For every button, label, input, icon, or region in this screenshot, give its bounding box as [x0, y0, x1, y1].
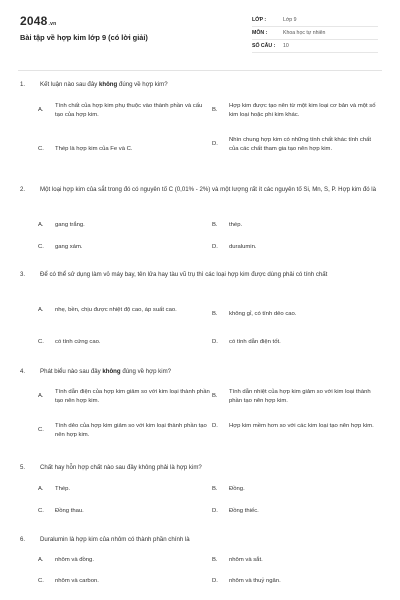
- option-text: nhôm và thuỷ ngân.: [229, 578, 281, 584]
- question-text-part: Phát biểu nào sau đây: [40, 368, 103, 375]
- option-text: Tính dẻo của hợp kim giảm so với kim loại thành phần tạo nên hợp kim.: [55, 423, 207, 438]
- option-text: nhẹ, bền, chịu được nhiệt độ cao, áp suất cao.: [55, 307, 177, 313]
- option-d[interactable]: [212, 422, 382, 431]
- option-c[interactable]: [38, 422, 210, 439]
- option-text: có tính cứng cao.: [55, 339, 101, 345]
- option-letter: A.: [38, 557, 44, 563]
- question-text-part: Kết luận nào sau đây: [40, 81, 99, 88]
- option-a[interactable]: [38, 556, 210, 565]
- option-text: Nhìn chung hợp kim có những tính chất khác tính chất của các chất tham gia tạo nên hợp kim.: [229, 137, 372, 152]
- option-c[interactable]: [38, 243, 210, 252]
- question-number: 3.: [20, 271, 26, 278]
- question-text-part: đúng về hợp kim?: [117, 81, 168, 88]
- option-letter: D.: [212, 423, 218, 429]
- option-d[interactable]: [212, 243, 382, 252]
- option-letter: D.: [212, 244, 218, 250]
- option-text: duralumin.: [229, 244, 257, 250]
- option-letter: D.: [212, 578, 218, 584]
- option-letter: A.: [38, 107, 44, 114]
- meta-label: MÔN :: [252, 30, 268, 36]
- question-text: [20, 270, 382, 280]
- option-d[interactable]: [212, 338, 382, 347]
- question-text: [20, 80, 382, 90]
- option-letter: B.: [212, 393, 218, 400]
- option-letter: D.: [212, 339, 218, 345]
- question-6: [20, 535, 382, 595]
- option-text: Tính dẫn nhiệt của hợp kim giảm so với kim loại thành phần tạo nên hợp kim.: [229, 389, 371, 404]
- option-letter: A.: [38, 486, 44, 492]
- option-letter: A.: [38, 393, 44, 400]
- question-text: [20, 185, 382, 195]
- option-text: không gỉ, có tính dẻo cao.: [229, 311, 297, 317]
- question-text-part: Một loại hợp kim của sắt trong đó có nguyên tố C (0,01% - 2%) và một lượng rất ít các nguyên tố Si, Mn, S, P. Hợp kim đó là: [40, 186, 377, 193]
- option-a[interactable]: [38, 485, 210, 494]
- option-text: có tính dẫn điện tốt.: [229, 339, 281, 345]
- question-text-part: Duralumin là hợp kim của nhôm có thành phần chính là: [40, 536, 190, 543]
- question-text: [20, 463, 382, 473]
- question-1: [20, 80, 382, 162]
- page-header: [0, 0, 400, 62]
- meta-value: Lớp 9: [283, 17, 297, 23]
- option-b[interactable]: [212, 102, 382, 119]
- option-letter: B.: [212, 222, 218, 228]
- option-b[interactable]: [212, 221, 382, 230]
- question-text: [20, 367, 382, 377]
- question-text-part: Để có thể sử dụng làm vỏ máy bay, tên lửa hay tàu vũ trụ thì các loại hợp kim được dùng phải có tính chất: [40, 271, 328, 278]
- option-text: Hợp kim mềm hơn so với các kim loại tạo nên hợp kim.: [229, 423, 374, 429]
- option-letter: B.: [212, 557, 218, 563]
- option-text: Tính dẫn điện của hợp kim giảm so với kim loại thành phần tạo nên hợp kim.: [55, 389, 210, 404]
- meta-value: Khoa học tự nhiên: [283, 30, 326, 36]
- meta-row-subject: [252, 27, 378, 40]
- option-a[interactable]: [38, 306, 210, 315]
- option-c[interactable]: [38, 338, 210, 347]
- option-b[interactable]: [212, 556, 382, 565]
- option-text: nhôm và carbon.: [55, 578, 99, 584]
- question-number: 5.: [20, 464, 26, 471]
- option-text: Đồng thiếc.: [229, 508, 259, 514]
- header-divider: [18, 70, 382, 71]
- question-number: 1.: [20, 81, 26, 88]
- option-text: gang xám.: [55, 244, 83, 250]
- logo-tld: .vn: [48, 21, 57, 27]
- question-number: 4.: [20, 368, 26, 375]
- option-letter: C.: [38, 427, 44, 434]
- option-c[interactable]: [38, 145, 210, 154]
- option-letter: D.: [212, 141, 218, 148]
- option-text: gang trắng.: [55, 222, 85, 228]
- option-text: Thép.: [55, 486, 71, 492]
- question-number: 2.: [20, 186, 26, 193]
- option-letter: B.: [212, 311, 218, 317]
- option-a[interactable]: [38, 102, 210, 119]
- logo-main: 2048: [20, 14, 48, 28]
- option-text: Đồng thau.: [55, 508, 84, 514]
- option-letter: A.: [38, 222, 44, 228]
- option-d[interactable]: [212, 577, 382, 586]
- option-letter: C.: [38, 244, 44, 250]
- site-logo[interactable]: [20, 14, 56, 28]
- question-emphasis: không: [98, 81, 118, 88]
- option-a[interactable]: [38, 388, 210, 405]
- option-d[interactable]: [212, 507, 382, 516]
- meta-row-count: [252, 40, 378, 53]
- question-emphasis: không: [102, 368, 121, 375]
- option-text: thép.: [229, 222, 243, 228]
- meta-table: [252, 14, 378, 53]
- option-text: Đồng.: [229, 486, 245, 492]
- option-a[interactable]: [38, 221, 210, 230]
- option-text: nhôm và đồng.: [55, 557, 94, 563]
- option-letter: B.: [212, 486, 218, 492]
- option-letter: C.: [38, 578, 44, 584]
- question-3: [20, 270, 382, 354]
- question-number: 6.: [20, 536, 26, 543]
- option-b[interactable]: [212, 388, 382, 405]
- option-letter: C.: [38, 508, 44, 514]
- option-b[interactable]: [212, 310, 382, 319]
- option-letter: D.: [212, 508, 218, 514]
- option-text: nhôm và sắt.: [229, 557, 263, 563]
- meta-row-grade: [252, 14, 378, 27]
- option-letter: C.: [38, 339, 44, 345]
- option-text: Hợp kim được tạo nên từ một kim loại cơ bản và một số kim loại hoặc phi kim khác.: [229, 103, 376, 118]
- question-text-part: đúng về hợp kim?: [120, 368, 172, 375]
- question-4: [20, 367, 382, 449]
- option-c[interactable]: [38, 577, 210, 586]
- option-letter: B.: [212, 107, 218, 114]
- question-text: [20, 535, 382, 545]
- option-letter: A.: [38, 307, 44, 313]
- meta-label: SỐ CÂU :: [252, 43, 276, 49]
- option-b[interactable]: [212, 485, 382, 494]
- option-letter: C.: [38, 146, 44, 152]
- option-text: Tính chất của hợp kim phụ thuộc vào thành phần và cấu tạo của hợp kim.: [55, 103, 203, 118]
- option-c[interactable]: [38, 507, 210, 516]
- question-5: [20, 463, 382, 519]
- question-2: [20, 185, 382, 255]
- option-text: Thép là hợp kim của Fe và C.: [55, 146, 133, 152]
- page-title: Bài tập về hợp kim lớp 9 (có lời giải): [20, 33, 148, 42]
- meta-label: LỚP :: [252, 17, 267, 23]
- question-text-part: Chất hay hỗn hợp chất nào sau đây không phải là hợp kim?: [40, 464, 202, 471]
- option-d[interactable]: [212, 136, 382, 153]
- meta-value: 10: [283, 43, 289, 49]
